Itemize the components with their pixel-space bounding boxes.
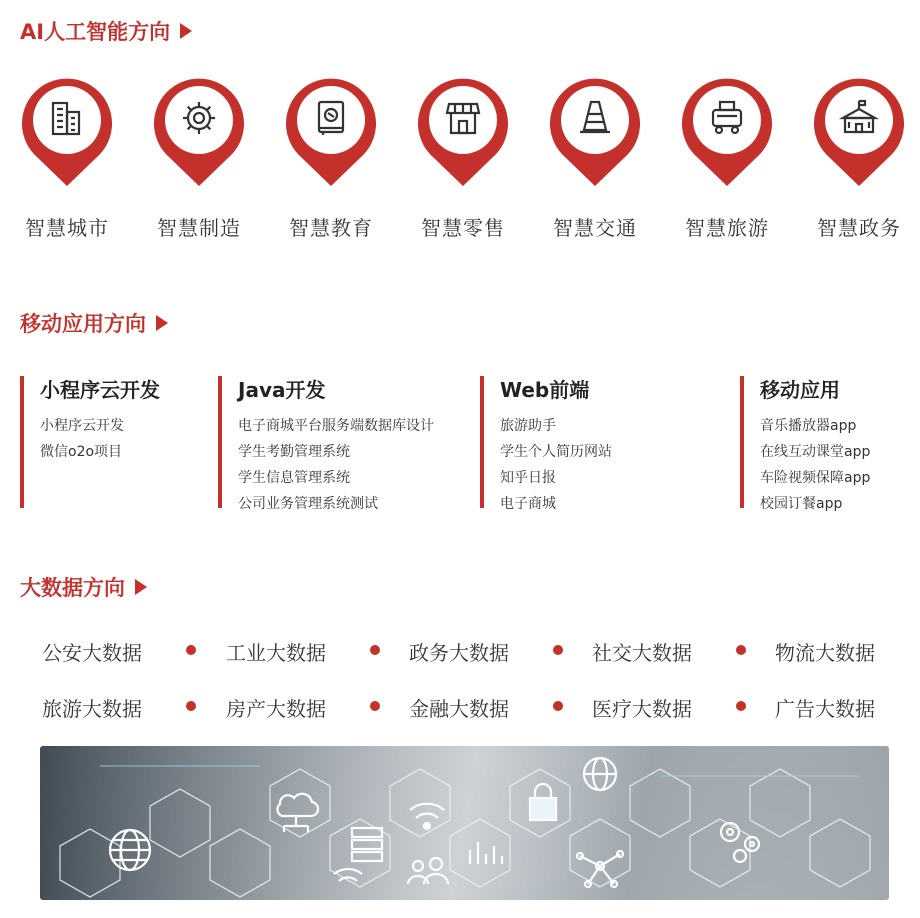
column-item[interactable]: 电子商城 (500, 496, 556, 512)
bigdata-item[interactable]: 医疗大数据 (592, 697, 692, 721)
ai-item-government[interactable] (794, 78, 920, 241)
column-item[interactable]: 在线互动课堂app (760, 444, 871, 460)
column-title: 小程序云开发 (40, 378, 160, 402)
mobile-column-miniprogram (20, 376, 210, 508)
column-item[interactable]: 音乐播放器app (760, 418, 857, 434)
column-item[interactable]: 知乎日报 (500, 470, 556, 486)
pin-marker (22, 78, 112, 188)
column-item[interactable]: 学生信息管理系统 (238, 470, 350, 486)
traffic-cone-icon (575, 98, 615, 138)
play-arrow-icon (180, 23, 192, 39)
bullet-dot (553, 701, 563, 711)
mobile-column-java (218, 376, 478, 512)
bullet-dot (370, 645, 380, 655)
bigdata-item[interactable]: 社交大数据 (592, 641, 692, 665)
bullet-dot (370, 701, 380, 711)
bullet-dot (736, 645, 746, 655)
government-building-icon (839, 98, 879, 138)
play-arrow-icon (156, 315, 168, 331)
ai-item-label: 智慧交通 (553, 216, 637, 240)
ai-item-label: 智慧零售 (421, 216, 505, 240)
mobile-section-title (20, 308, 168, 338)
ai-section-title (20, 16, 192, 46)
ai-item-transport[interactable] (530, 78, 660, 241)
column-item[interactable]: 车险视频保障app (760, 470, 871, 486)
bullet-dot (736, 701, 746, 711)
bigdata-section-title (20, 572, 147, 602)
ai-item-label: 智慧政务 (817, 216, 901, 240)
column-title: Java开发 (238, 378, 326, 402)
bigdata-section-title-text: 大数据方向 (20, 576, 125, 600)
ai-pin-row (0, 78, 920, 248)
column-title: 移动应用 (760, 378, 840, 402)
column-item[interactable]: 旅游助手 (500, 418, 556, 434)
bigdata-item[interactable]: 金融大数据 (409, 697, 509, 721)
ai-item-label: 智慧制造 (157, 216, 241, 240)
bigdata-item[interactable]: 公安大数据 (42, 641, 142, 665)
bullet-dot (186, 645, 196, 655)
bigdata-item[interactable]: 政务大数据 (409, 641, 509, 665)
tech-banner-image (40, 746, 889, 900)
ai-item-tourism[interactable] (662, 78, 792, 241)
hex-network-graphic (40, 746, 889, 900)
column-item[interactable]: 学生考勤管理系统 (238, 444, 350, 460)
gear-wrench-icon (179, 98, 219, 138)
bullet-dot (553, 645, 563, 655)
pin-marker (814, 78, 904, 188)
ai-item-education[interactable] (266, 78, 396, 241)
building-icon (47, 98, 87, 138)
pin-marker (550, 78, 640, 188)
column-item[interactable]: 学生个人简历网站 (500, 444, 612, 460)
column-item[interactable]: 小程序云开发 (40, 418, 124, 434)
column-item[interactable]: 电子商城平台服务端数据库设计 (238, 418, 434, 434)
ai-item-label: 智慧教育 (289, 216, 373, 240)
car-luggage-icon (707, 98, 747, 138)
bigdata-item[interactable]: 房产大数据 (226, 697, 326, 721)
ai-item-label: 智慧城市 (25, 216, 109, 240)
pin-marker (154, 78, 244, 188)
ai-item-retail[interactable] (398, 78, 528, 241)
ai-item-manufacturing[interactable] (134, 78, 264, 241)
ai-item-label: 智慧旅游 (685, 216, 769, 240)
pin-marker (418, 78, 508, 188)
ai-item-city[interactable] (2, 78, 132, 241)
bullet-dot (186, 701, 196, 711)
column-item[interactable]: 公司业务管理系统测试 (238, 496, 378, 512)
mobile-section-title-text: 移动应用方向 (20, 312, 146, 336)
play-arrow-icon (135, 579, 147, 595)
column-item[interactable]: 微信o2o项目 (40, 444, 123, 460)
bigdata-item[interactable]: 广告大数据 (775, 697, 875, 721)
bigdata-item[interactable]: 旅游大数据 (42, 697, 142, 721)
pin-marker (682, 78, 772, 188)
book-icon (311, 98, 351, 138)
mobile-column-web (480, 376, 720, 512)
column-item[interactable]: 校园订餐app (760, 496, 843, 512)
store-icon (443, 98, 483, 138)
bigdata-item[interactable]: 物流大数据 (775, 641, 875, 665)
mobile-column-apps (740, 376, 910, 512)
pin-marker (286, 78, 376, 188)
column-title: Web前端 (500, 378, 590, 402)
bigdata-item[interactable]: 工业大数据 (226, 641, 326, 665)
ai-section-title-text: AI人工智能方向 (20, 20, 171, 44)
